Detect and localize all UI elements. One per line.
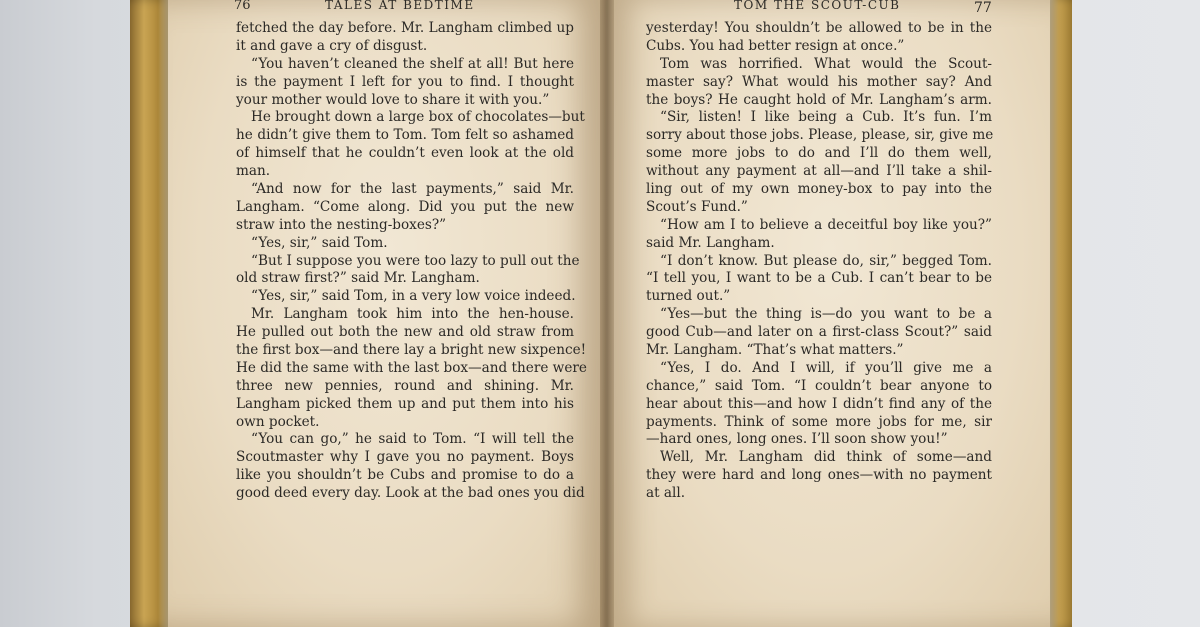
book-cover-edge-right [1050, 0, 1072, 627]
text-line: —hard ones, long ones. I’ll soon show you!” [646, 431, 948, 448]
text-line: “And now for the last payments,” said Mr. [251, 181, 574, 198]
text-line: hear about this—and how I didn’t find any of the [646, 395, 992, 412]
text-line: ling out of my own money-box to pay into the [646, 181, 992, 198]
text-line: man. [236, 163, 271, 180]
book-cover-edge-left [130, 0, 170, 627]
text-line: some more jobs to do and I’ll do them well, [646, 145, 992, 162]
text-line: “I tell you, I want to be a Cub. I can’t bear to be [646, 270, 992, 287]
text-line: said Mr. Langham. [646, 234, 775, 251]
text-line: like you shouldn’t be Cubs and promise to do a [236, 467, 574, 484]
text-line: yesterday! You shouldn’t be allowed to be in the [646, 20, 992, 36]
text-line: “I don’t know. But please do, sir,” begged Tom. [660, 252, 992, 269]
left-page-header [168, 0, 608, 16]
text-line: He brought down a large box of chocolates—but [251, 109, 585, 126]
text-line: master say? What would his mother say? And [646, 73, 992, 90]
text-line: turned out.” [646, 288, 731, 305]
text-line: the first box—and there lay a bright new sixpence! [236, 342, 587, 359]
right-page-number: 77 [974, 0, 992, 16]
text-line: “You haven’t cleaned the shelf at all! But here [251, 55, 574, 72]
text-line: He did the same with the last box—and there were [236, 359, 587, 376]
text-line: your mother would love to share it with you.” [236, 91, 550, 108]
text-line: Cubs. You had better resign at once.” [646, 37, 905, 54]
text-line: “But I suppose you were too lazy to pull out the [251, 252, 580, 269]
text-line: payments. Think of some more jobs for me, sir [646, 413, 992, 430]
right-page [606, 0, 1052, 627]
left-page-text [236, 20, 587, 503]
text-line: old straw first?” said Mr. Langham. [236, 270, 480, 287]
text-line: good deed every day. Look at the bad ones you did [236, 485, 585, 502]
text-line: three new pennies, round and shining. Mr. [236, 377, 574, 394]
text-line: fetched the day before. Mr. Langham climbed up [236, 20, 574, 36]
text-line: he didn’t give them to Tom. Tom felt so ashamed [236, 127, 574, 144]
text-line: of himself that he couldn’t even look at the old [236, 145, 574, 162]
text-line: without any payment at all—and I’ll take a shil- [646, 163, 992, 180]
book-gutter [600, 0, 614, 627]
left-page [168, 0, 608, 627]
text-line: Mr. Langham took him into the hen-house. [251, 306, 574, 323]
text-line: good Cub—and later on a first-class Scout?” said [646, 324, 992, 341]
text-line: Well, Mr. Langham did think of some—and [660, 449, 992, 466]
text-line: at all. [646, 485, 686, 502]
text-line: sorry about those jobs. Please, please, sir, give me [646, 127, 994, 144]
text-line: Langham picked them up and put them into his [236, 395, 574, 412]
text-line: chance,” said Tom. “I couldn’t bear anyone to [646, 377, 992, 394]
left-page-number: 76 [234, 0, 251, 13]
text-line: “Yes, sir,” said Tom. [251, 234, 388, 251]
text-line: “Yes, I do. And I will, if you’ll give me a [660, 359, 992, 376]
text-line: Scoutmaster why I gave you no payment. Boys [236, 449, 574, 466]
text-line: “How am I to believe a deceitful boy like you?” [660, 216, 992, 233]
text-line: Scout’s Fund.” [646, 198, 748, 215]
text-line: Mr. Langham. “That’s what matters.” [646, 342, 904, 359]
text-line: He pulled out both the new and old straw from [236, 324, 574, 341]
text-line: Tom was horrified. What would the Scout- [660, 55, 992, 72]
text-line: own pocket. [236, 413, 320, 430]
text-line: they were hard and long ones—with no payment [646, 467, 992, 484]
text-line: “You can go,” he said to Tom. “I will tell the [251, 431, 574, 448]
text-line: “Yes—but the thing is—do you want to be a [660, 306, 992, 323]
text-line: is the payment I left for you to find. I thought [236, 73, 574, 90]
right-page-header [606, 0, 1052, 16]
text-line: straw into the nesting-boxes?” [236, 216, 447, 233]
text-line: “Sir, listen! I like being a Cub. It’s fun. I’m [660, 109, 992, 126]
text-line: “Yes, sir,” said Tom, in a very low voice indeed. [251, 288, 576, 305]
text-line: Langham. “Come along. Did you put the new [236, 198, 574, 215]
left-running-head: TALES AT BEDTIME [325, 0, 475, 12]
text-line: it and gave a cry of disgust. [236, 37, 428, 54]
right-running-head: TOM THE SCOUT-CUB [734, 0, 901, 12]
right-page-text [646, 20, 992, 503]
text-line: the boys? He caught hold of Mr. Langham’s arm. [646, 91, 992, 108]
